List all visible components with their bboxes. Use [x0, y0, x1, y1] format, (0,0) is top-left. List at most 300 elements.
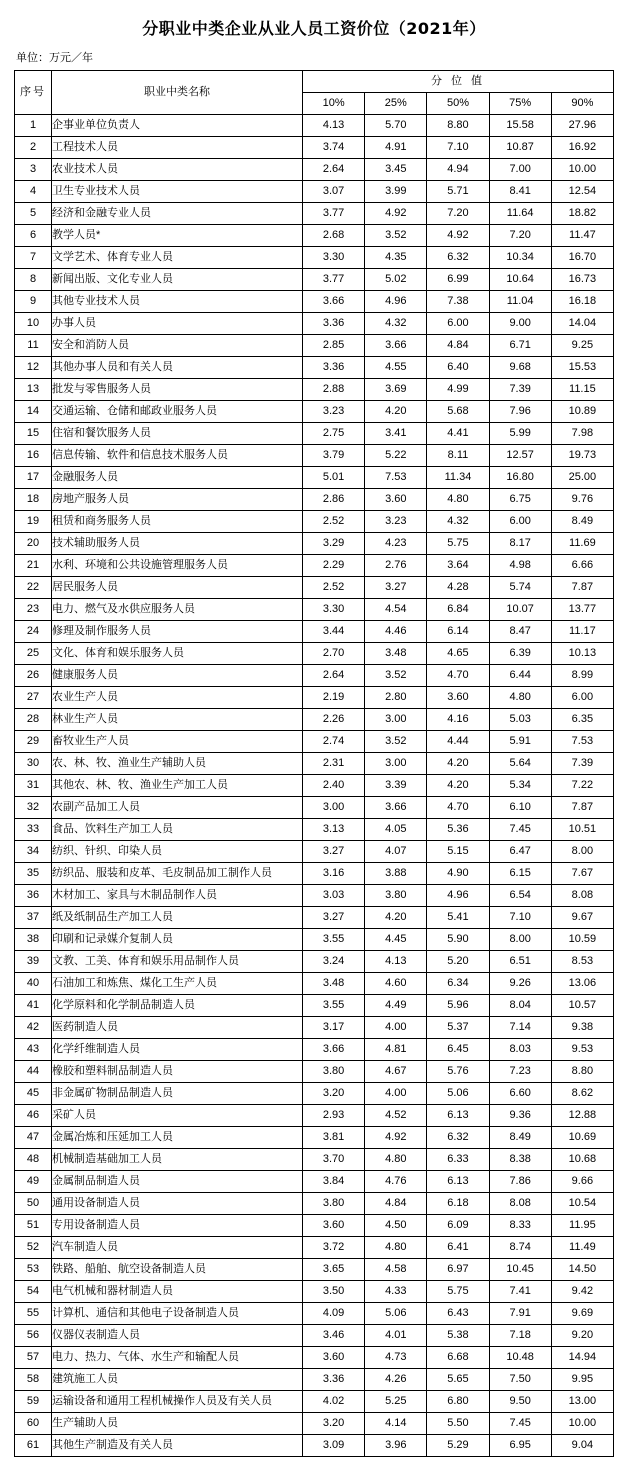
cell-percentile-value: 5.38 [427, 1325, 489, 1347]
cell-percentile-value: 4.94 [427, 159, 489, 181]
cell-percentile-value: 16.18 [551, 291, 613, 313]
cell-seq: 58 [15, 1369, 52, 1391]
cell-seq: 23 [15, 599, 52, 621]
cell-percentile-value: 3.30 [303, 599, 365, 621]
cell-percentile-value: 2.40 [303, 775, 365, 797]
cell-occupation-name: 建筑施工人员 [52, 1369, 303, 1391]
cell-percentile-value: 8.80 [427, 115, 489, 137]
cell-percentile-value: 3.88 [365, 863, 427, 885]
cell-percentile-value: 11.95 [551, 1215, 613, 1237]
cell-percentile-value: 2.93 [303, 1105, 365, 1127]
cell-percentile-value: 8.41 [489, 181, 551, 203]
cell-percentile-value: 8.00 [551, 841, 613, 863]
cell-percentile-value: 6.15 [489, 863, 551, 885]
table-row [15, 555, 614, 577]
cell-percentile-value: 3.48 [365, 643, 427, 665]
cell-percentile-value: 9.68 [489, 357, 551, 379]
cell-occupation-name: 修理及制作服务人员 [52, 621, 303, 643]
table-row [15, 115, 614, 137]
cell-percentile-value: 6.66 [551, 555, 613, 577]
table-row [15, 225, 614, 247]
cell-seq: 43 [15, 1039, 52, 1061]
cell-seq: 1 [15, 115, 52, 137]
cell-seq: 17 [15, 467, 52, 489]
cell-percentile-value: 4.45 [365, 929, 427, 951]
cell-occupation-name: 文教、工美、体育和娱乐用品制作人员 [52, 951, 303, 973]
cell-seq: 44 [15, 1061, 52, 1083]
cell-percentile-value: 9.26 [489, 973, 551, 995]
cell-occupation-name: 化学纤维制造人员 [52, 1039, 303, 1061]
cell-occupation-name: 企事业单位负责人 [52, 115, 303, 137]
cell-percentile-value: 4.28 [427, 577, 489, 599]
cell-percentile-value: 3.07 [303, 181, 365, 203]
cell-percentile-value: 4.80 [427, 489, 489, 511]
cell-percentile-value: 2.19 [303, 687, 365, 709]
table-row [15, 1237, 614, 1259]
cell-seq: 15 [15, 423, 52, 445]
cell-percentile-value: 3.17 [303, 1017, 365, 1039]
cell-percentile-value: 10.57 [551, 995, 613, 1017]
table-row [15, 1391, 614, 1413]
cell-percentile-value: 4.65 [427, 643, 489, 665]
table-row [15, 1193, 614, 1215]
cell-percentile-value: 5.74 [489, 577, 551, 599]
cell-percentile-value: 9.76 [551, 489, 613, 511]
cell-percentile-value: 6.43 [427, 1303, 489, 1325]
cell-occupation-name: 其他农、林、牧、渔业生产加工人员 [52, 775, 303, 797]
cell-percentile-value: 6.60 [489, 1083, 551, 1105]
cell-percentile-value: 4.84 [427, 335, 489, 357]
cell-occupation-name: 交通运输、仓储和邮政业服务人员 [52, 401, 303, 423]
cell-percentile-value: 5.34 [489, 775, 551, 797]
cell-percentile-value: 4.26 [365, 1369, 427, 1391]
cell-percentile-value: 5.41 [427, 907, 489, 929]
cell-percentile-value: 4.20 [427, 775, 489, 797]
cell-percentile-value: 5.90 [427, 929, 489, 951]
cell-percentile-value: 10.45 [489, 1259, 551, 1281]
table-row [15, 1215, 614, 1237]
cell-percentile-value: 16.70 [551, 247, 613, 269]
cell-occupation-name: 木材加工、家具与木制品制作人员 [52, 885, 303, 907]
table-row [15, 599, 614, 621]
cell-occupation-name: 租赁和商务服务人员 [52, 511, 303, 533]
cell-percentile-value: 3.03 [303, 885, 365, 907]
table-row [15, 775, 614, 797]
cell-percentile-value: 8.49 [489, 1127, 551, 1149]
table-body [15, 115, 614, 1457]
cell-percentile-value: 2.68 [303, 225, 365, 247]
cell-percentile-value: 9.53 [551, 1039, 613, 1061]
table-row [15, 467, 614, 489]
cell-percentile-value: 11.17 [551, 621, 613, 643]
cell-percentile-value: 7.18 [489, 1325, 551, 1347]
cell-seq: 24 [15, 621, 52, 643]
table-row [15, 511, 614, 533]
cell-percentile-value: 14.50 [551, 1259, 613, 1281]
cell-percentile-value: 8.62 [551, 1083, 613, 1105]
cell-percentile-value: 6.13 [427, 1171, 489, 1193]
cell-percentile-value: 5.75 [427, 1281, 489, 1303]
cell-percentile-value: 3.74 [303, 137, 365, 159]
cell-occupation-name: 文化、体育和娱乐服务人员 [52, 643, 303, 665]
cell-percentile-value: 4.92 [365, 203, 427, 225]
cell-percentile-value: 9.69 [551, 1303, 613, 1325]
page-title: 分职业中类企业从业人员工资价位（2021年） [142, 19, 486, 38]
cell-percentile-value: 2.52 [303, 511, 365, 533]
cell-percentile-value: 4.60 [365, 973, 427, 995]
cell-percentile-value: 7.86 [489, 1171, 551, 1193]
cell-occupation-name: 水利、环境和公共设施管理服务人员 [52, 555, 303, 577]
cell-percentile-value: 12.54 [551, 181, 613, 203]
cell-seq: 32 [15, 797, 52, 819]
cell-seq: 7 [15, 247, 52, 269]
cell-percentile-value: 10.68 [551, 1149, 613, 1171]
cell-seq: 5 [15, 203, 52, 225]
table-row [15, 753, 614, 775]
cell-percentile-value: 6.00 [427, 313, 489, 335]
cell-percentile-value: 11.04 [489, 291, 551, 313]
cell-percentile-value: 6.34 [427, 973, 489, 995]
cell-percentile-value: 8.17 [489, 533, 551, 555]
cell-seq: 18 [15, 489, 52, 511]
cell-percentile-value: 3.13 [303, 819, 365, 841]
cell-seq: 8 [15, 269, 52, 291]
cell-percentile-value: 2.86 [303, 489, 365, 511]
cell-percentile-value: 4.76 [365, 1171, 427, 1193]
cell-percentile-value: 6.68 [427, 1347, 489, 1369]
header-row-top [15, 71, 614, 93]
cell-percentile-value: 9.50 [489, 1391, 551, 1413]
cell-percentile-value: 4.96 [365, 291, 427, 313]
cell-percentile-value: 11.34 [427, 467, 489, 489]
cell-percentile-value: 3.99 [365, 181, 427, 203]
cell-percentile-value: 3.69 [365, 379, 427, 401]
table-row [15, 291, 614, 313]
cell-occupation-name: 金属冶炼和压延加工人员 [52, 1127, 303, 1149]
cell-percentile-value: 3.00 [365, 753, 427, 775]
table-row [15, 379, 614, 401]
table-row [15, 247, 614, 269]
table-row [15, 1061, 614, 1083]
cell-percentile-value: 8.08 [551, 885, 613, 907]
cell-occupation-name: 住宿和餐饮服务人员 [52, 423, 303, 445]
table-row [15, 423, 614, 445]
cell-percentile-value: 13.00 [551, 1391, 613, 1413]
cell-percentile-value: 3.80 [303, 1061, 365, 1083]
cell-percentile-value: 4.58 [365, 1259, 427, 1281]
cell-seq: 10 [15, 313, 52, 335]
table-row [15, 533, 614, 555]
cell-percentile-value: 6.35 [551, 709, 613, 731]
cell-seq: 57 [15, 1347, 52, 1369]
cell-occupation-name: 纺织品、服装和皮革、毛皮制品加工制作人员 [52, 863, 303, 885]
cell-percentile-value: 5.02 [365, 269, 427, 291]
cell-percentile-value: 3.27 [303, 907, 365, 929]
cell-percentile-value: 6.13 [427, 1105, 489, 1127]
cell-percentile-value: 5.91 [489, 731, 551, 753]
cell-percentile-value: 3.60 [303, 1215, 365, 1237]
cell-percentile-value: 4.07 [365, 841, 427, 863]
table-row [15, 1039, 614, 1061]
cell-percentile-value: 11.64 [489, 203, 551, 225]
cell-percentile-value: 7.53 [551, 731, 613, 753]
cell-percentile-value: 8.33 [489, 1215, 551, 1237]
cell-seq: 16 [15, 445, 52, 467]
cell-percentile-value: 8.49 [551, 511, 613, 533]
table-row [15, 357, 614, 379]
cell-percentile-value: 6.32 [427, 1127, 489, 1149]
cell-seq: 39 [15, 951, 52, 973]
cell-percentile-value: 4.01 [365, 1325, 427, 1347]
cell-occupation-name: 教学人员* [52, 225, 303, 247]
cell-occupation-name: 其他生产制造及有关人员 [52, 1435, 303, 1457]
cell-percentile-value: 4.54 [365, 599, 427, 621]
cell-percentile-value: 3.27 [303, 841, 365, 863]
cell-occupation-name: 办事人员 [52, 313, 303, 335]
table-row [15, 951, 614, 973]
cell-occupation-name: 技术辅助服务人员 [52, 533, 303, 555]
cell-percentile-value: 10.00 [551, 159, 613, 181]
cell-occupation-name: 信息传输、软件和信息技术服务人员 [52, 445, 303, 467]
cell-percentile-value: 3.23 [365, 511, 427, 533]
cell-percentile-value: 4.55 [365, 357, 427, 379]
table-row [15, 731, 614, 753]
cell-percentile-value: 9.04 [551, 1435, 613, 1457]
cell-percentile-value: 2.31 [303, 753, 365, 775]
cell-percentile-value: 2.29 [303, 555, 365, 577]
cell-percentile-value: 6.32 [427, 247, 489, 269]
cell-percentile-value: 4.16 [427, 709, 489, 731]
cell-seq: 40 [15, 973, 52, 995]
cell-occupation-name: 批发与零售服务人员 [52, 379, 303, 401]
cell-percentile-value: 6.51 [489, 951, 551, 973]
cell-percentile-value: 3.55 [303, 995, 365, 1017]
table-row [15, 1105, 614, 1127]
cell-percentile-value: 3.16 [303, 863, 365, 885]
cell-seq: 30 [15, 753, 52, 775]
cell-percentile-value: 3.20 [303, 1083, 365, 1105]
cell-percentile-value: 6.80 [427, 1391, 489, 1413]
cell-percentile-value: 11.49 [551, 1237, 613, 1259]
table-row [15, 1127, 614, 1149]
cell-percentile-value: 3.48 [303, 973, 365, 995]
table-row [15, 137, 614, 159]
cell-percentile-value: 16.73 [551, 269, 613, 291]
cell-percentile-value: 5.25 [365, 1391, 427, 1413]
table-row [15, 621, 614, 643]
cell-percentile-value: 7.22 [551, 775, 613, 797]
cell-percentile-value: 8.04 [489, 995, 551, 1017]
cell-percentile-value: 12.88 [551, 1105, 613, 1127]
cell-percentile-value: 8.53 [551, 951, 613, 973]
column-header-p50: 50% [427, 93, 489, 115]
cell-occupation-name: 畜牧业生产人员 [52, 731, 303, 753]
cell-percentile-value: 4.32 [365, 313, 427, 335]
cell-percentile-value: 2.80 [365, 687, 427, 709]
cell-percentile-value: 27.96 [551, 115, 613, 137]
cell-percentile-value: 5.76 [427, 1061, 489, 1083]
cell-percentile-value: 11.69 [551, 533, 613, 555]
cell-percentile-value: 3.77 [303, 269, 365, 291]
cell-occupation-name: 文学艺术、体育专业人员 [52, 247, 303, 269]
cell-seq: 11 [15, 335, 52, 357]
cell-percentile-value: 10.89 [551, 401, 613, 423]
table-row [15, 643, 614, 665]
cell-percentile-value: 3.46 [303, 1325, 365, 1347]
cell-percentile-value: 4.70 [427, 665, 489, 687]
cell-percentile-value: 6.10 [489, 797, 551, 819]
cell-percentile-value: 3.77 [303, 203, 365, 225]
cell-percentile-value: 3.64 [427, 555, 489, 577]
cell-seq: 59 [15, 1391, 52, 1413]
cell-percentile-value: 4.81 [365, 1039, 427, 1061]
cell-percentile-value: 5.64 [489, 753, 551, 775]
cell-seq: 41 [15, 995, 52, 1017]
table-row [15, 929, 614, 951]
cell-occupation-name: 电气机械和器材制造人员 [52, 1281, 303, 1303]
cell-percentile-value: 4.02 [303, 1391, 365, 1413]
table-row [15, 687, 614, 709]
cell-percentile-value: 4.52 [365, 1105, 427, 1127]
cell-seq: 31 [15, 775, 52, 797]
table-row [15, 863, 614, 885]
cell-occupation-name: 通用设备制造人员 [52, 1193, 303, 1215]
cell-seq: 4 [15, 181, 52, 203]
cell-percentile-value: 3.60 [427, 687, 489, 709]
cell-seq: 55 [15, 1303, 52, 1325]
cell-percentile-value: 7.50 [489, 1369, 551, 1391]
cell-seq: 12 [15, 357, 52, 379]
cell-percentile-value: 3.20 [303, 1413, 365, 1435]
cell-percentile-value: 9.00 [489, 313, 551, 335]
cell-seq: 56 [15, 1325, 52, 1347]
column-header-p25: 25% [365, 93, 427, 115]
cell-percentile-value: 3.79 [303, 445, 365, 467]
cell-seq: 6 [15, 225, 52, 247]
cell-percentile-value: 5.03 [489, 709, 551, 731]
cell-percentile-value: 5.36 [427, 819, 489, 841]
cell-percentile-value: 25.00 [551, 467, 613, 489]
cell-percentile-value: 5.68 [427, 401, 489, 423]
table-row [15, 1347, 614, 1369]
cell-percentile-value: 4.23 [365, 533, 427, 555]
cell-percentile-value: 12.57 [489, 445, 551, 467]
cell-percentile-value: 4.91 [365, 137, 427, 159]
cell-percentile-value: 6.75 [489, 489, 551, 511]
cell-occupation-name: 农业技术人员 [52, 159, 303, 181]
cell-percentile-value: 8.08 [489, 1193, 551, 1215]
cell-percentile-value: 3.55 [303, 929, 365, 951]
cell-percentile-value: 3.66 [303, 291, 365, 313]
table-row [15, 203, 614, 225]
cell-occupation-name: 安全和消防人员 [52, 335, 303, 357]
table-row [15, 269, 614, 291]
cell-percentile-value: 7.23 [489, 1061, 551, 1083]
cell-occupation-name: 农、林、牧、渔业生产辅助人员 [52, 753, 303, 775]
cell-percentile-value: 4.96 [427, 885, 489, 907]
cell-percentile-value: 3.52 [365, 225, 427, 247]
cell-percentile-value: 7.14 [489, 1017, 551, 1039]
cell-percentile-value: 9.20 [551, 1325, 613, 1347]
cell-percentile-value: 3.65 [303, 1259, 365, 1281]
cell-percentile-value: 13.77 [551, 599, 613, 621]
cell-percentile-value: 7.87 [551, 577, 613, 599]
cell-percentile-value: 16.92 [551, 137, 613, 159]
cell-percentile-value: 5.99 [489, 423, 551, 445]
cell-percentile-value: 8.74 [489, 1237, 551, 1259]
cell-percentile-value: 6.00 [551, 687, 613, 709]
cell-percentile-value: 5.20 [427, 951, 489, 973]
cell-percentile-value: 7.67 [551, 863, 613, 885]
cell-percentile-value: 4.33 [365, 1281, 427, 1303]
cell-percentile-value: 3.09 [303, 1435, 365, 1457]
cell-percentile-value: 2.85 [303, 335, 365, 357]
cell-percentile-value: 3.81 [303, 1127, 365, 1149]
cell-percentile-value: 2.88 [303, 379, 365, 401]
cell-percentile-value: 4.35 [365, 247, 427, 269]
cell-percentile-value: 3.50 [303, 1281, 365, 1303]
cell-occupation-name: 居民服务人员 [52, 577, 303, 599]
cell-percentile-value: 3.27 [365, 577, 427, 599]
cell-percentile-value: 4.05 [365, 819, 427, 841]
cell-percentile-value: 6.39 [489, 643, 551, 665]
cell-percentile-value: 4.00 [365, 1017, 427, 1039]
cell-percentile-value: 10.69 [551, 1127, 613, 1149]
column-header-p90: 90% [551, 93, 613, 115]
column-header-p10: 10% [303, 93, 365, 115]
cell-percentile-value: 11.47 [551, 225, 613, 247]
cell-seq: 14 [15, 401, 52, 423]
cell-percentile-value: 4.44 [427, 731, 489, 753]
cell-occupation-name: 食品、饮料生产加工人员 [52, 819, 303, 841]
cell-percentile-value: 4.20 [365, 401, 427, 423]
table-row [15, 885, 614, 907]
cell-percentile-value: 4.80 [365, 1237, 427, 1259]
cell-percentile-value: 10.87 [489, 137, 551, 159]
cell-percentile-value: 13.06 [551, 973, 613, 995]
cell-occupation-name: 电力、热力、气体、水生产和输配人员 [52, 1347, 303, 1369]
cell-percentile-value: 2.64 [303, 665, 365, 687]
table-row [15, 819, 614, 841]
cell-percentile-value: 5.22 [365, 445, 427, 467]
cell-occupation-name: 金融服务人员 [52, 467, 303, 489]
cell-percentile-value: 4.09 [303, 1303, 365, 1325]
cell-occupation-name: 石油加工和炼焦、煤化工生产人员 [52, 973, 303, 995]
cell-seq: 54 [15, 1281, 52, 1303]
unit-note: 单位：万元／年 [16, 52, 93, 64]
cell-percentile-value: 6.95 [489, 1435, 551, 1457]
cell-percentile-value: 3.66 [365, 797, 427, 819]
table-row [15, 1303, 614, 1325]
cell-percentile-value: 10.48 [489, 1347, 551, 1369]
cell-percentile-value: 4.14 [365, 1413, 427, 1435]
cell-percentile-value: 3.30 [303, 247, 365, 269]
cell-percentile-value: 9.36 [489, 1105, 551, 1127]
cell-percentile-value: 4.80 [489, 687, 551, 709]
cell-occupation-name: 金属制品制造人员 [52, 1171, 303, 1193]
cell-percentile-value: 7.98 [551, 423, 613, 445]
cell-seq: 47 [15, 1127, 52, 1149]
cell-percentile-value: 4.20 [427, 753, 489, 775]
table-row [15, 841, 614, 863]
cell-percentile-value: 7.10 [427, 137, 489, 159]
cell-percentile-value: 5.96 [427, 995, 489, 1017]
cell-percentile-value: 8.11 [427, 445, 489, 467]
cell-percentile-value: 10.64 [489, 269, 551, 291]
cell-seq: 46 [15, 1105, 52, 1127]
cell-occupation-name: 其他专业技术人员 [52, 291, 303, 313]
cell-seq: 13 [15, 379, 52, 401]
